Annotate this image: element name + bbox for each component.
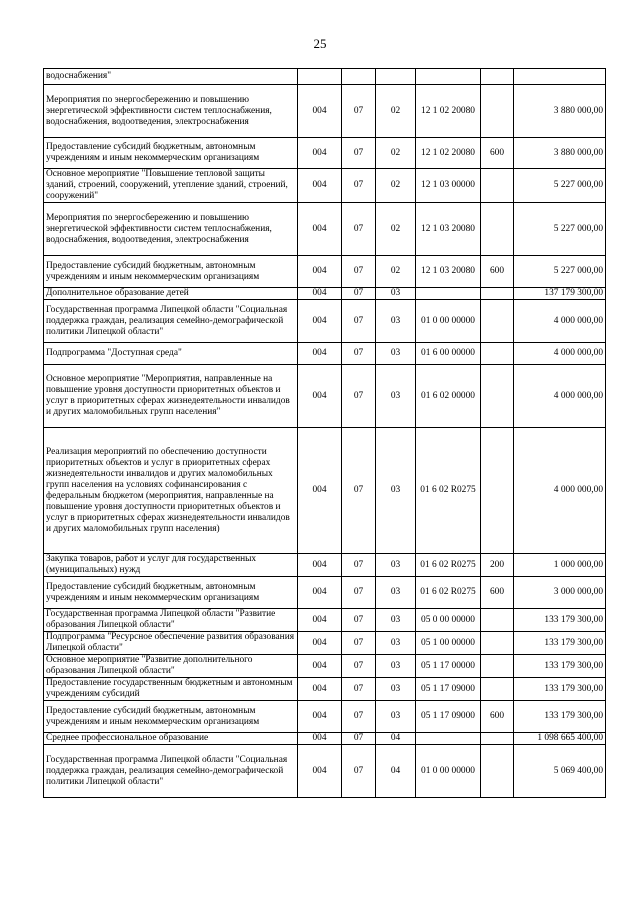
page-number: 25 (313, 36, 327, 51)
table-row (44, 256, 606, 288)
row-subsection (376, 69, 416, 85)
row-section: 07 (342, 138, 376, 169)
table-row (44, 745, 606, 798)
row-subsection: 02 (376, 169, 416, 203)
row-amount: 133 179 300,00 (514, 632, 606, 655)
row-subsection: 03 (376, 632, 416, 655)
row-subsection: 02 (376, 203, 416, 256)
row-name: Предоставление государственным бюджетным и автономным учреждениям субсидий (44, 678, 298, 701)
row-target-article (416, 733, 481, 745)
row-ministry-code: 004 (298, 138, 342, 169)
row-expense-type (481, 678, 514, 701)
row-subsection: 03 (376, 365, 416, 428)
row-section: 07 (342, 288, 376, 300)
table-row (44, 701, 606, 733)
row-amount: 3 880 000,00 (514, 138, 606, 169)
row-name: Дополнительное образование детей (44, 288, 298, 300)
table-row (44, 577, 606, 609)
row-expense-type (481, 288, 514, 300)
row-amount: 133 179 300,00 (514, 701, 606, 733)
row-expense-type: 600 (481, 577, 514, 609)
row-section: 07 (342, 745, 376, 798)
row-subsection: 03 (376, 609, 416, 632)
budget-table-body (44, 69, 606, 798)
row-name: Среднее профессиональное образование (44, 733, 298, 745)
row-amount: 133 179 300,00 (514, 678, 606, 701)
row-section: 07 (342, 365, 376, 428)
row-section: 07 (342, 678, 376, 701)
budget-table (43, 68, 606, 798)
row-target-article: 01 6 02 00000 (416, 365, 481, 428)
table-row (44, 288, 606, 300)
row-target-article: 12 1 03 20080 (416, 203, 481, 256)
row-section: 07 (342, 256, 376, 288)
row-amount: 3 000 000,00 (514, 577, 606, 609)
row-name: Реализация мероприятий по обеспечению доступности приоритетных объектов и услуг в приоритетных сферах жизнедеятельности инвалидов и других маломобильных групп населения на условиях софинансирования с федеральным бюджетом (мероприятия, направленные на повышение уровня доступности приоритетных объектов и услуг в приоритетных сферах жизнедеятельности инвалидов и других маломобильных групп населения) (44, 428, 298, 554)
row-section: 07 (342, 343, 376, 365)
row-section: 07 (342, 554, 376, 577)
row-ministry-code: 004 (298, 428, 342, 554)
row-name: Предоставление субсидий бюджетным, автономным учреждениям и иным некоммерческим организациям (44, 701, 298, 733)
table-row (44, 300, 606, 343)
row-ministry-code: 004 (298, 343, 342, 365)
row-name: Государственная программа Липецкой области "Социальная поддержка граждан, реализация семейно-демографической политики Липецкой области" (44, 745, 298, 798)
row-ministry-code: 004 (298, 554, 342, 577)
row-amount: 5 227 000,00 (514, 203, 606, 256)
row-subsection: 03 (376, 288, 416, 300)
row-expense-type (481, 365, 514, 428)
row-target-article: 01 6 02 R0275 (416, 554, 481, 577)
row-amount: 4 000 000,00 (514, 428, 606, 554)
table-row (44, 678, 606, 701)
row-ministry-code: 004 (298, 655, 342, 678)
row-subsection: 04 (376, 733, 416, 745)
row-name: Мероприятия по энергосбережению и повышению энергетической эффективности систем теплоснабжения, водоснабжения, водоотведения, электроснабжения (44, 85, 298, 138)
row-section: 07 (342, 655, 376, 678)
row-name: Предоставление субсидий бюджетным, автономным учреждениям и иным некоммерческим организациям (44, 577, 298, 609)
row-section: 07 (342, 577, 376, 609)
row-target-article: 01 6 02 R0275 (416, 577, 481, 609)
row-amount: 1 000 000,00 (514, 554, 606, 577)
row-ministry-code: 004 (298, 745, 342, 798)
row-ministry-code: 004 (298, 678, 342, 701)
row-ministry-code: 004 (298, 288, 342, 300)
row-expense-type (481, 300, 514, 343)
row-target-article: 01 6 00 00000 (416, 343, 481, 365)
row-subsection: 03 (376, 343, 416, 365)
row-section (342, 69, 376, 85)
row-subsection: 03 (376, 678, 416, 701)
row-target-article: 05 0 00 00000 (416, 609, 481, 632)
row-expense-type (481, 655, 514, 678)
row-target-article (416, 69, 481, 85)
row-expense-type (481, 733, 514, 745)
table-row (44, 138, 606, 169)
row-section: 07 (342, 733, 376, 745)
row-target-article (416, 288, 481, 300)
row-subsection: 02 (376, 138, 416, 169)
row-target-article: 01 6 02 R0275 (416, 428, 481, 554)
row-name: Основное мероприятие "Развитие дополнительного образования Липецкой области" (44, 655, 298, 678)
table-row (44, 69, 606, 85)
row-ministry-code: 004 (298, 203, 342, 256)
row-name: Подпрограмма "Доступная среда" (44, 343, 298, 365)
row-expense-type (481, 343, 514, 365)
row-subsection: 02 (376, 85, 416, 138)
row-name: водоснабжения" (44, 69, 298, 85)
row-subsection: 03 (376, 701, 416, 733)
row-name: Подпрограмма "Ресурсное обеспечение развития образования Липецкой области" (44, 632, 298, 655)
table-row (44, 428, 606, 554)
row-subsection: 03 (376, 554, 416, 577)
row-section: 07 (342, 85, 376, 138)
row-section: 07 (342, 300, 376, 343)
row-ministry-code (298, 69, 342, 85)
row-amount (514, 69, 606, 85)
row-ministry-code: 004 (298, 300, 342, 343)
row-amount: 133 179 300,00 (514, 609, 606, 632)
row-ministry-code: 004 (298, 169, 342, 203)
row-amount: 3 880 000,00 (514, 85, 606, 138)
row-target-article: 12 1 03 00000 (416, 169, 481, 203)
row-name: Мероприятия по энергосбережению и повышению энергетической эффективности систем теплоснабжения, водоснабжения, водоотведения, электроснабжения (44, 203, 298, 256)
row-expense-type: 200 (481, 554, 514, 577)
row-expense-type (481, 169, 514, 203)
row-section: 07 (342, 203, 376, 256)
row-name: Закупка товаров, работ и услуг для государственных (муниципальных) нужд (44, 554, 298, 577)
row-amount: 133 179 300,00 (514, 655, 606, 678)
row-subsection: 02 (376, 256, 416, 288)
table-row (44, 203, 606, 256)
row-section: 07 (342, 701, 376, 733)
row-subsection: 03 (376, 655, 416, 678)
row-subsection: 04 (376, 745, 416, 798)
row-subsection: 03 (376, 577, 416, 609)
row-name: Предоставление субсидий бюджетным, автономным учреждениям и иным некоммерческим организациям (44, 138, 298, 169)
table-row (44, 655, 606, 678)
row-target-article: 05 1 17 09000 (416, 701, 481, 733)
row-ministry-code: 004 (298, 256, 342, 288)
row-ministry-code: 004 (298, 701, 342, 733)
row-subsection: 03 (376, 428, 416, 554)
table-row (44, 85, 606, 138)
row-target-article: 05 1 17 09000 (416, 678, 481, 701)
row-target-article: 12 1 02 20080 (416, 138, 481, 169)
row-amount: 5 227 000,00 (514, 169, 606, 203)
row-target-article: 05 1 00 00000 (416, 632, 481, 655)
row-ministry-code: 004 (298, 733, 342, 745)
row-amount: 4 000 000,00 (514, 300, 606, 343)
row-expense-type (481, 428, 514, 554)
row-expense-type (481, 203, 514, 256)
row-section: 07 (342, 169, 376, 203)
row-section: 07 (342, 428, 376, 554)
row-ministry-code: 004 (298, 632, 342, 655)
row-name: Государственная программа Липецкой области "Развитие образования Липецкой области" (44, 609, 298, 632)
row-target-article: 12 1 03 20080 (416, 256, 481, 288)
table-row (44, 343, 606, 365)
row-name: Предоставление субсидий бюджетным, автономным учреждениям и иным некоммерческим организациям (44, 256, 298, 288)
table-row (44, 169, 606, 203)
row-amount: 4 000 000,00 (514, 343, 606, 365)
row-expense-type (481, 609, 514, 632)
row-amount: 5 227 000,00 (514, 256, 606, 288)
row-section: 07 (342, 632, 376, 655)
row-amount: 1 098 665 400,00 (514, 733, 606, 745)
row-expense-type (481, 745, 514, 798)
row-amount: 137 179 300,00 (514, 288, 606, 300)
row-section: 07 (342, 609, 376, 632)
row-ministry-code: 004 (298, 577, 342, 609)
row-target-article: 01 0 00 00000 (416, 300, 481, 343)
row-expense-type (481, 632, 514, 655)
row-expense-type: 600 (481, 138, 514, 169)
row-ministry-code: 004 (298, 609, 342, 632)
row-subsection: 03 (376, 300, 416, 343)
row-expense-type: 600 (481, 701, 514, 733)
row-ministry-code: 004 (298, 85, 342, 138)
table-row (44, 365, 606, 428)
row-name: Основное мероприятие "Мероприятия, направленные на повышение уровня доступности приоритетных объектов и услуг в приоритетных сферах жизнедеятельности инвалидов и других маломобильных групп населения" (44, 365, 298, 428)
table-row (44, 632, 606, 655)
row-target-article: 01 0 00 00000 (416, 745, 481, 798)
row-expense-type: 600 (481, 256, 514, 288)
row-target-article: 05 1 17 00000 (416, 655, 481, 678)
table-row (44, 733, 606, 745)
row-name: Государственная программа Липецкой области "Социальная поддержка граждан, реализация семейно-демографической политики Липецкой области" (44, 300, 298, 343)
row-amount: 4 000 000,00 (514, 365, 606, 428)
row-expense-type (481, 69, 514, 85)
row-ministry-code: 004 (298, 365, 342, 428)
row-expense-type (481, 85, 514, 138)
row-target-article: 12 1 02 20080 (416, 85, 481, 138)
table-row (44, 609, 606, 632)
table-row (44, 554, 606, 577)
row-name: Основное мероприятие "Повышение тепловой защиты зданий, строений, сооружений, утепление зданий, строений, сооружений" (44, 169, 298, 203)
row-amount: 5 069 400,00 (514, 745, 606, 798)
